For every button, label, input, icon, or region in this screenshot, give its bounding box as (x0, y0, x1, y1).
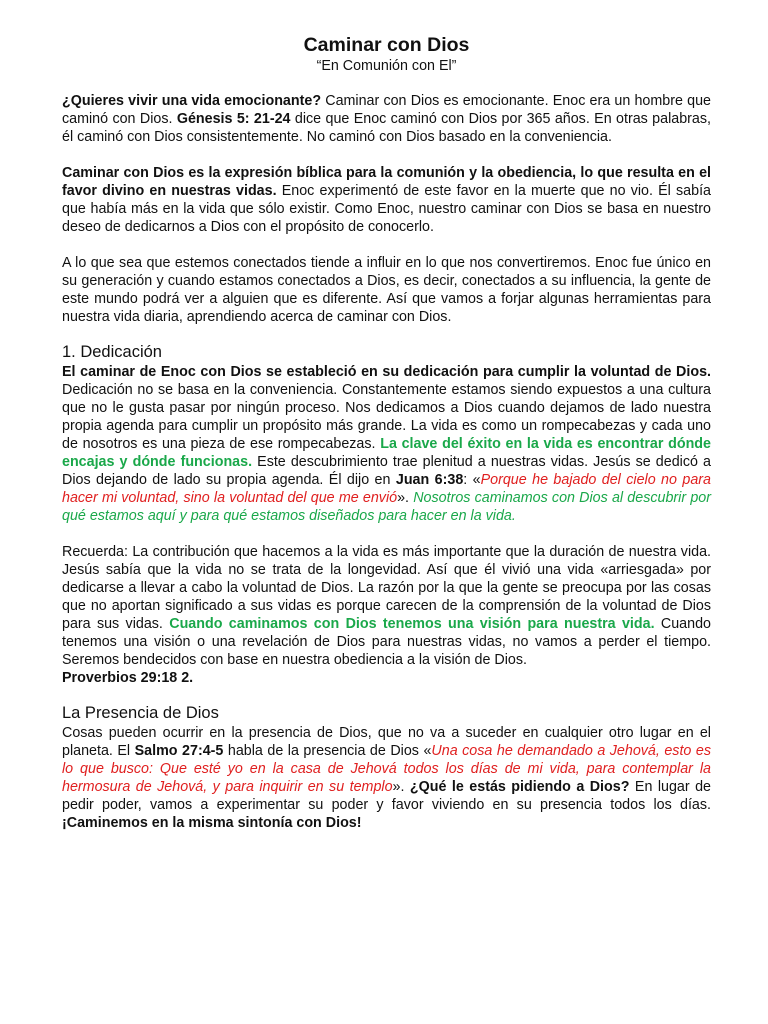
document-page (62, 33, 711, 832)
intro-paragraph-2: Caminar con Dios es la expresión bíblica para la comunión y la obediencia, lo que resulta en el favor divino en nuestras vidas. Enoc experimentó de este favor en la muerte que no vio. Él sabía que había más en la vida que sólo existir. Como Enoc, nuestro caminar con Dios se basa en nuestro deseo de dedicarnos a Dios con el propósito de conocerlo. (62, 165, 711, 235)
dedicacion-paragraph-1: El caminar de Enoc con Dios se estableció en su dedicación para cumplir la voluntad de Dios. Dedicación no se basa en la conveniencia. Constantemente estamos siendo expuestos a una cultura que no le gusta pasar por ningún proceso. Nos dedicamos a Dios cuando dejamos de lado nuestra propia agenda para cumplir un propósito más grande. La vida es como un rompecabezas y cada uno de nosotros es una pieza de ese rompecabezas. La clave del éxito en la vida es encontrar dónde encajas y dónde funcionas. Este descubrimiento trae plenitud a nuestras vidas. Jesús se dedicó a Dios dejando de lado su propia agenda. Él dijo en Juan 6:38: «Porque he bajado del cielo no para hacer mi voluntad, sino la voluntad del que me envió». Nosotros caminamos con Dios al descubrir por qué estamos aquí y para qué estamos diseñados para hacer en la vida. (62, 364, 711, 524)
scripture-quote: Porque he bajado del cielo no para hacer mi voluntad, sino la voluntad del que me envió (62, 472, 711, 506)
section-heading-presencia: La Presencia de Dios (62, 704, 219, 722)
highlight-green: La clave del éxito en la vida es encontrar dónde encajas y dónde funcionas. (62, 436, 711, 470)
intro-lead-statement: Caminar con Dios es la expresión bíblica para la comunión y la obediencia, lo que resulta en el favor divino en nuestras vidas. (62, 165, 711, 199)
question-bold: ¿Qué le estás pidiendo a Dios? (409, 779, 630, 795)
dedicacion-paragraph-2: Recuerda: La contribución que hacemos a la vida es más importante que la duración de nuestra vida. Jesús sabía que la vida no se trata de la longevidad. Así que él vivió una vida «arriesgada» por dedicarse a llevar a cabo la voluntad de Dios. La razón por la que la gente se preocupa por las cosas que no aportan significado a sus vidas es porque carecen de la comprensión de la voluntad de Dios para sus vidas. Cuando caminamos con Dios tenemos una visión para nuestra vida. Cuando tenemos una visión o una revelación de Dios para nuestras vidas, no vamos a perder el tiempo. Seremos bendecidos con base en nuestra obediencia a la visión de Dios. Proverbios 29:18 2. (62, 544, 711, 686)
scripture-quote: Una cosa he demandado a Jehová, esto es lo que busco: Que esté yo en la casa de Jehová todos los días de mi vida, para contemplar la hermosura de Jehová, y para inquirir en su templo (62, 743, 711, 795)
intro-lead-question: ¿Quieres vivir una vida emocionante? (62, 93, 322, 109)
closing-exclamation: ¡Caminemos en la misma sintonía con Dios! (62, 815, 362, 831)
bible-reference: Proverbios 29:18 2. (62, 670, 194, 686)
intro-paragraph-3: A lo que sea que estemos conectados tiende a influir en lo que nos convertiremos. Enoc fue único en su generación y cuando estamos conectados a Dios, es decir, conectados a su influencia, la gente de este mundo podrá ver a alguien que es diferente. Así que vamos a forjar algunas herramientas para nuestra vida diaria, aprendiendo acerca de caminar con Dios. (62, 255, 711, 325)
highlight-green: Cuando caminamos con Dios tenemos una visión para nuestra vida. (169, 616, 655, 632)
presencia-paragraph-1: Cosas pueden ocurrir en la presencia de Dios, que no va a suceder en cualquier otro lugar en el planeta. El Salmo 27:4-5 habla de la presencia de Dios «Una cosa he demandado a Jehová, esto es lo que busco: Que esté yo en la casa de Jehová todos los días de mi vida, para contemplar la hermosura de Jehová, y para inquirir en su templo». ¿Qué le estás pidiendo a Dios? En lugar de pedir poder, vamos a experimentar su poder y favor viviendo en su presencia todos los días. ¡Caminemos en la misma sintonía con Dios! (62, 725, 711, 831)
document-subtitle: “En Comunión con El” (316, 58, 457, 74)
bible-reference: Salmo 27:4-5 (134, 743, 224, 759)
document-title: Caminar con Dios (303, 34, 470, 56)
section-heading-dedicacion: 1. Dedicación (62, 343, 162, 361)
bible-reference: Juan 6:38 (395, 472, 464, 488)
bible-reference: Génesis 5: 21-24 (176, 111, 291, 127)
intro-paragraph-1: ¿Quieres vivir una vida emocionante? Caminar con Dios es emocionante. Enoc era un hombre que caminó con Dios. Génesis 5: 21-24 dice que Enoc caminó con Dios por 365 años. En otras palabras, él caminó con Dios consistentemente. No caminó con Dios basado en la conveniencia. (62, 93, 711, 145)
dedicacion-lead: El caminar de Enoc con Dios se estableció en su dedicación para cumplir la voluntad de Dios. (62, 364, 711, 380)
highlight-green-italic: Nosotros caminamos con Dios al descubrir por qué estamos aquí y para qué estamos diseñados para hacer en la vida. (62, 490, 711, 524)
